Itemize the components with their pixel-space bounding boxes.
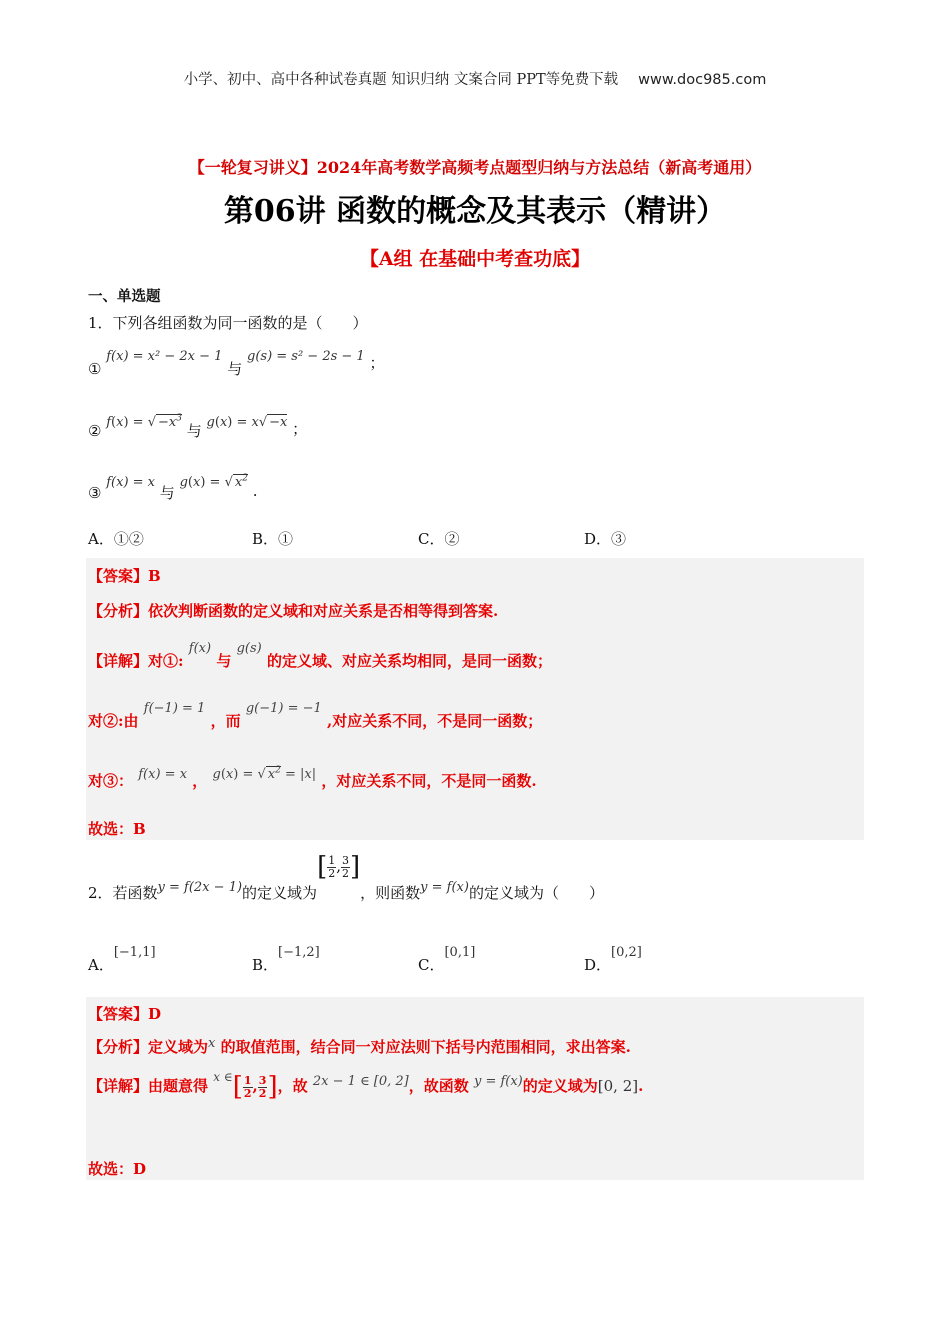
page-title: 第06讲 函数的概念及其表示（精讲） [223, 194, 727, 229]
q1-answer: 【答案】B [88, 567, 161, 585]
q1-option-a: A．①② [88, 530, 144, 548]
q1-choice: 故选：B [88, 820, 146, 838]
q2-answer: 【答案】D [88, 1005, 162, 1023]
site-header [0, 68, 950, 89]
header-text: 小学、初中、高中各种试卷真题 知识归纳 文案合同 PPT等免费下载 [183, 72, 619, 88]
section-heading: 一、单选题 [88, 288, 161, 305]
q2-option-d: D．[0,2] [584, 945, 642, 974]
q2-stem: 2．若函数y = f(2x − 1)的定义域为[ $\frac{1}{2}$ , $\frac{3}{2}$ ]，则函数y = f(x)的定义域为（ ） [88, 852, 604, 902]
q1-detail-1: 【详解】对①: f(x) 与 g(s) 的定义域、对应关系均相同，是同一函数； [88, 641, 552, 670]
q1-detail-2: 对②:由 f(−1) = 1 ，而 g(−1) = −1 ,对应关系不同，不是同一函数； [88, 701, 543, 730]
q1-detail-3: 对③： f(x) = x ， g(x) = √ $x^2 = |x|$ ，对应关系不同，不是同一函数. [88, 765, 537, 790]
series-title: 【一轮复习讲义】2024年高考数学高频考点题型归纳与方法总结（新高考通用） [188, 158, 762, 177]
q1-item-1: ① f(x) = x² − 2x − 1 与 g(s) = s² − 2s − 1 ； [88, 349, 385, 378]
q2-detail: 【详解】由题意得 $^{x \in}$[ $\frac{1}{2}$ , $\frac{3}{2}$ ]，故 2x − 1 ∈ [0, 2]，故函数 y = f(x)的定义域为[0, 2]. [88, 1070, 644, 1102]
header-url[interactable]: www.doc985.com [638, 72, 767, 88]
q2-option-b: B．[−1,2] [252, 945, 320, 974]
q1-option-c: C．② [418, 530, 460, 548]
q2-option-a: A．[−1,1] [88, 945, 156, 974]
q1-analysis: 【分析】依次判断函数的定义域和对应关系是否相等得到答案. [88, 602, 499, 620]
q2-choice: 故选：D [88, 1160, 147, 1178]
group-title: 【A组 在基础中考查功底】 [359, 248, 591, 270]
q1-stem: 1．下列各组函数为同一函数的是（ ） [88, 314, 368, 332]
q1-item-2: ② f(x) = √ $-x^3$ 与 g(x) = x√ −x ； [88, 413, 308, 440]
q1-option-b: B．① [252, 530, 294, 548]
q1-option-d: D．③ [584, 530, 627, 548]
q1-item-3: ③ f(x) = x 与 g(x) = √ $x^2$ . [88, 473, 258, 502]
q2-option-c: C．[0,1] [418, 945, 476, 974]
q2-analysis: 【分析】定义域为x 的取值范围，结合同一对应法则下括号内范围相同，求出答案. [88, 1036, 631, 1056]
